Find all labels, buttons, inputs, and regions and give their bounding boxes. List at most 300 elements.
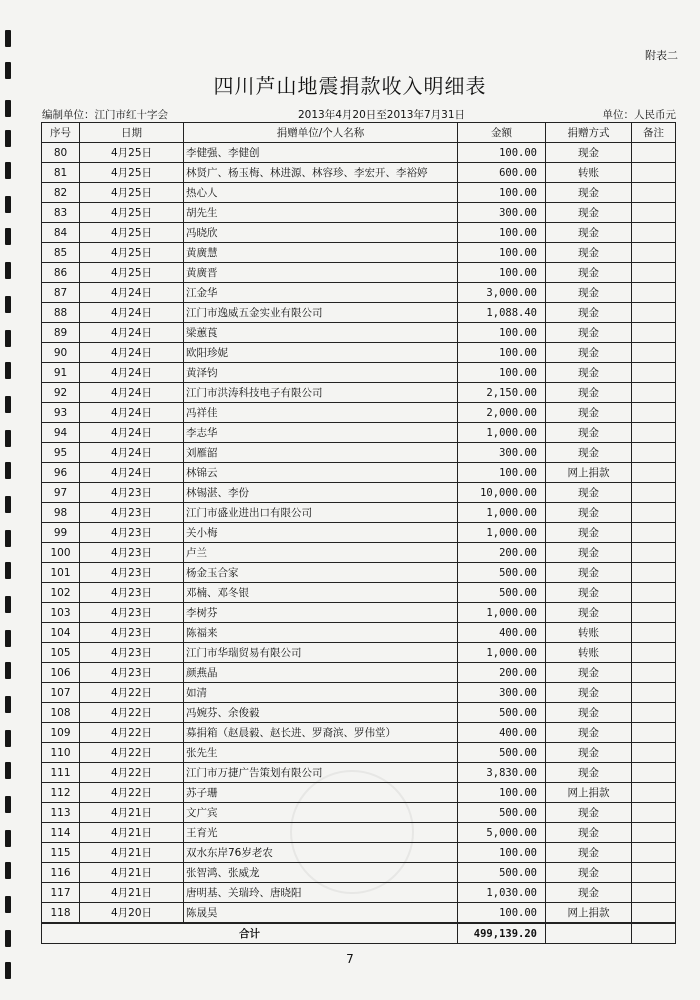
col-header-method: 捐赠方式: [546, 123, 632, 143]
row-donor: 陈福来: [184, 623, 458, 643]
row-amount: 300.00: [458, 443, 546, 463]
row-index: 89: [42, 323, 80, 343]
table-row: [42, 243, 676, 263]
row-date: 4月22日: [80, 683, 184, 703]
row-remarks: [632, 143, 676, 163]
row-donor: 黄廣晋: [184, 263, 458, 283]
row-date: 4月24日: [80, 443, 184, 463]
binding-hole: [5, 762, 11, 779]
row-amount: 3,830.00: [458, 763, 546, 783]
row-date: 4月22日: [80, 763, 184, 783]
row-date: 4月21日: [80, 883, 184, 903]
row-method: 现金: [546, 823, 632, 843]
row-method: 转账: [546, 623, 632, 643]
row-amount: 400.00: [458, 723, 546, 743]
row-amount: 100.00: [458, 783, 546, 803]
row-index: 94: [42, 423, 80, 443]
row-date: 4月25日: [80, 263, 184, 283]
binding-hole: [5, 596, 11, 613]
row-amount: 100.00: [458, 903, 546, 924]
binding-hole: [5, 362, 11, 379]
compiling-unit: 编制单位：江门市红十字会: [42, 109, 168, 121]
row-index: 101: [42, 563, 80, 583]
row-method: 现金: [546, 863, 632, 883]
row-method: 现金: [546, 723, 632, 743]
row-remarks: [632, 183, 676, 203]
row-method: 现金: [546, 563, 632, 583]
row-remarks: [632, 903, 676, 924]
binding-hole: [5, 330, 11, 347]
table-row: [42, 703, 676, 723]
row-method: 现金: [546, 703, 632, 723]
row-donor: 卢兰: [184, 543, 458, 563]
row-donor: 张先生: [184, 743, 458, 763]
row-index: 107: [42, 683, 80, 703]
row-date: 4月23日: [80, 523, 184, 543]
binding-hole: [5, 862, 11, 879]
row-method: 现金: [546, 483, 632, 503]
row-date: 4月23日: [80, 603, 184, 623]
table-row: [42, 263, 676, 283]
row-remarks: [632, 203, 676, 223]
row-method: 现金: [546, 243, 632, 263]
row-amount: 100.00: [458, 463, 546, 483]
row-index: 86: [42, 263, 80, 283]
row-index: 108: [42, 703, 80, 723]
row-index: 92: [42, 383, 80, 403]
row-amount: 200.00: [458, 543, 546, 563]
row-method: 现金: [546, 323, 632, 343]
row-index: 98: [42, 503, 80, 523]
binding-hole: [5, 830, 11, 847]
row-date: 4月24日: [80, 323, 184, 343]
row-amount: 100.00: [458, 363, 546, 383]
row-amount: 300.00: [458, 683, 546, 703]
binding-hole: [5, 496, 11, 513]
row-remarks: [632, 403, 676, 423]
row-method: 现金: [546, 403, 632, 423]
row-index: 103: [42, 603, 80, 623]
row-donor: 邓楠、邓冬银: [184, 583, 458, 603]
table-row: [42, 423, 676, 443]
row-date: 4月21日: [80, 803, 184, 823]
row-date: 4月22日: [80, 723, 184, 743]
row-date: 4月24日: [80, 363, 184, 383]
table-row: [42, 523, 676, 543]
row-index: 102: [42, 583, 80, 603]
row-amount: 100.00: [458, 243, 546, 263]
row-amount: 100.00: [458, 183, 546, 203]
table-row: [42, 723, 676, 743]
table-row: [42, 343, 676, 363]
row-date: 4月24日: [80, 343, 184, 363]
row-donor: 黄泽钧: [184, 363, 458, 383]
row-method: 现金: [546, 143, 632, 163]
row-method: 现金: [546, 503, 632, 523]
row-index: 117: [42, 883, 80, 903]
binding-hole: [5, 228, 11, 245]
table-row: [42, 143, 676, 163]
col-header-date: 日期: [80, 123, 184, 143]
binding-hole: [5, 100, 11, 117]
table-row: [42, 383, 676, 403]
row-index: 81: [42, 163, 80, 183]
binding-holes: [0, 0, 24, 1000]
total-label: 合计: [42, 923, 458, 944]
row-amount: 100.00: [458, 323, 546, 343]
row-date: 4月24日: [80, 383, 184, 403]
row-method: 现金: [546, 343, 632, 363]
row-index: 91: [42, 363, 80, 383]
row-remarks: [632, 643, 676, 663]
row-date: 4月21日: [80, 823, 184, 843]
row-index: 90: [42, 343, 80, 363]
table-row: [42, 783, 676, 803]
row-remarks: [632, 323, 676, 343]
row-date: 4月23日: [80, 563, 184, 583]
row-method: 现金: [546, 603, 632, 623]
row-donor: 冯祥佳: [184, 403, 458, 423]
row-date: 4月25日: [80, 223, 184, 243]
table-row: [42, 903, 676, 924]
row-index: 106: [42, 663, 80, 683]
row-method: 现金: [546, 363, 632, 383]
row-remarks: [632, 583, 676, 603]
row-amount: 200.00: [458, 663, 546, 683]
row-remarks: [632, 663, 676, 683]
table-row: [42, 303, 676, 323]
table-row: [42, 443, 676, 463]
row-index: 96: [42, 463, 80, 483]
row-method: 现金: [546, 683, 632, 703]
row-index: 83: [42, 203, 80, 223]
row-amount: 500.00: [458, 583, 546, 603]
row-donor: 冯晓欣: [184, 223, 458, 243]
row-remarks: [632, 883, 676, 903]
total-row: [42, 923, 676, 944]
row-index: 113: [42, 803, 80, 823]
reporting-period: 2013年4月20日至2013年7月31日: [298, 109, 466, 121]
row-method: 现金: [546, 263, 632, 283]
row-date: 4月21日: [80, 843, 184, 863]
row-remarks: [632, 303, 676, 323]
row-method: 现金: [546, 583, 632, 603]
row-donor: 募捐箱（赵晨毅、赵长进、罗裔滨、罗伟堂）: [184, 723, 458, 743]
row-remarks: [632, 263, 676, 283]
table-row: [42, 203, 676, 223]
row-index: 111: [42, 763, 80, 783]
row-amount: 1,030.00: [458, 883, 546, 903]
row-method: 现金: [546, 883, 632, 903]
row-amount: 2,000.00: [458, 403, 546, 423]
row-amount: 100.00: [458, 343, 546, 363]
appendix-label: 附表二: [645, 49, 678, 62]
binding-hole: [5, 196, 11, 213]
table-header-row: [42, 123, 676, 143]
row-remarks: [632, 483, 676, 503]
row-amount: 1,000.00: [458, 603, 546, 623]
row-donor: 梁蕙莨: [184, 323, 458, 343]
row-date: 4月23日: [80, 503, 184, 523]
row-method: 现金: [546, 843, 632, 863]
row-method: 网上捐款: [546, 903, 632, 924]
col-header-amount: 金额: [458, 123, 546, 143]
row-remarks: [632, 283, 676, 303]
binding-hole: [5, 730, 11, 747]
col-header-index: 序号: [42, 123, 80, 143]
row-index: 110: [42, 743, 80, 763]
row-remarks: [632, 163, 676, 183]
currency-unit: 单位：人民币元: [602, 109, 676, 121]
row-index: 84: [42, 223, 80, 243]
row-index: 114: [42, 823, 80, 843]
row-date: 4月24日: [80, 403, 184, 423]
row-date: 4月23日: [80, 583, 184, 603]
row-amount: 100.00: [458, 263, 546, 283]
table-row: [42, 283, 676, 303]
row-donor: 如清: [184, 683, 458, 703]
row-date: 4月25日: [80, 183, 184, 203]
row-amount: 1,000.00: [458, 523, 546, 543]
table-row: [42, 663, 676, 683]
row-date: 4月23日: [80, 663, 184, 683]
table-row: [42, 563, 676, 583]
row-remarks: [632, 443, 676, 463]
row-method: 现金: [546, 803, 632, 823]
row-method: 现金: [546, 443, 632, 463]
row-amount: 1,000.00: [458, 423, 546, 443]
row-amount: 100.00: [458, 223, 546, 243]
row-amount: 1,088.40: [458, 303, 546, 323]
row-donor: 文广宾: [184, 803, 458, 823]
row-amount: 10,000.00: [458, 483, 546, 503]
row-donor: 苏子珊: [184, 783, 458, 803]
row-date: 4月22日: [80, 703, 184, 723]
row-donor: 王育光: [184, 823, 458, 843]
row-donor: 刘雁韶: [184, 443, 458, 463]
table-row: [42, 843, 676, 863]
row-donor: 林锡湛、李份: [184, 483, 458, 503]
row-index: 118: [42, 903, 80, 924]
donation-table: [41, 122, 676, 944]
row-amount: 1,000.00: [458, 643, 546, 663]
row-remarks: [632, 843, 676, 863]
row-method: 转账: [546, 163, 632, 183]
binding-hole: [5, 396, 11, 413]
row-remarks: [632, 823, 676, 843]
row-donor: 颜燕晶: [184, 663, 458, 683]
row-date: 4月24日: [80, 283, 184, 303]
row-donor: 江门市万捷广告策划有限公司: [184, 763, 458, 783]
row-index: 85: [42, 243, 80, 263]
row-index: 109: [42, 723, 80, 743]
row-donor: 唐明基、关瑞玲、唐晓阳: [184, 883, 458, 903]
row-remarks: [632, 563, 676, 583]
row-index: 88: [42, 303, 80, 323]
binding-hole: [5, 462, 11, 479]
row-method: 网上捐款: [546, 463, 632, 483]
row-index: 104: [42, 623, 80, 643]
total-remarks-cell: [632, 923, 676, 944]
row-index: 97: [42, 483, 80, 503]
row-date: 4月25日: [80, 143, 184, 163]
row-donor: 杨金玉合家: [184, 563, 458, 583]
row-donor: 林贤广、杨玉梅、林进源、林容珍、李宏开、李裕婷: [184, 163, 458, 183]
binding-hole: [5, 130, 11, 147]
table-row: [42, 363, 676, 383]
table-row: [42, 483, 676, 503]
row-amount: 1,000.00: [458, 503, 546, 523]
row-amount: 500.00: [458, 703, 546, 723]
row-index: 99: [42, 523, 80, 543]
table-row: [42, 503, 676, 523]
row-donor: 李志华: [184, 423, 458, 443]
binding-hole: [5, 930, 11, 947]
row-index: 100: [42, 543, 80, 563]
row-method: 现金: [546, 523, 632, 543]
table-row: [42, 323, 676, 343]
row-remarks: [632, 783, 676, 803]
row-donor: 江门市逸威五金实业有限公司: [184, 303, 458, 323]
row-date: 4月20日: [80, 903, 184, 924]
binding-hole: [5, 262, 11, 279]
row-remarks: [632, 723, 676, 743]
row-date: 4月25日: [80, 243, 184, 263]
row-amount: 600.00: [458, 163, 546, 183]
row-remarks: [632, 343, 676, 363]
row-index: 80: [42, 143, 80, 163]
row-date: 4月24日: [80, 423, 184, 443]
row-date: 4月21日: [80, 863, 184, 883]
row-remarks: [632, 523, 676, 543]
row-remarks: [632, 503, 676, 523]
row-donor: 陈晟昊: [184, 903, 458, 924]
binding-hole: [5, 796, 11, 813]
row-method: 现金: [546, 203, 632, 223]
col-header-donor: 捐赠单位/个人名称: [184, 123, 458, 143]
row-method: 现金: [546, 743, 632, 763]
row-donor: 热心人: [184, 183, 458, 203]
row-donor: 江门市洪涛科技电子有限公司: [184, 383, 458, 403]
binding-hole: [5, 562, 11, 579]
row-index: 82: [42, 183, 80, 203]
table-row: [42, 543, 676, 563]
row-amount: 100.00: [458, 843, 546, 863]
row-amount: 5,000.00: [458, 823, 546, 843]
row-date: 4月22日: [80, 783, 184, 803]
row-date: 4月23日: [80, 483, 184, 503]
table-row: [42, 623, 676, 643]
row-remarks: [632, 423, 676, 443]
row-amount: 500.00: [458, 803, 546, 823]
binding-hole: [5, 662, 11, 679]
row-index: 93: [42, 403, 80, 423]
row-index: 112: [42, 783, 80, 803]
binding-hole: [5, 162, 11, 179]
row-donor: 冯婉芬、余俊毅: [184, 703, 458, 723]
row-remarks: [632, 223, 676, 243]
row-index: 95: [42, 443, 80, 463]
table-row: [42, 863, 676, 883]
row-amount: 500.00: [458, 743, 546, 763]
row-amount: 2,150.00: [458, 383, 546, 403]
binding-hole: [5, 630, 11, 647]
row-index: 115: [42, 843, 80, 863]
row-remarks: [632, 763, 676, 783]
table-row: [42, 403, 676, 423]
row-index: 105: [42, 643, 80, 663]
total-method-cell: [546, 923, 632, 944]
row-remarks: [632, 383, 676, 403]
table-row: [42, 223, 676, 243]
binding-hole: [5, 696, 11, 713]
row-method: 转账: [546, 643, 632, 663]
row-remarks: [632, 363, 676, 383]
row-index: 116: [42, 863, 80, 883]
row-remarks: [632, 623, 676, 643]
row-date: 4月23日: [80, 543, 184, 563]
row-donor: 关小梅: [184, 523, 458, 543]
table-row: [42, 183, 676, 203]
page-title: 四川芦山地震捐款收入明细表: [213, 74, 487, 98]
table-row: [42, 643, 676, 663]
binding-hole: [5, 30, 11, 47]
total-amount: 499,139.20: [458, 923, 546, 944]
row-donor: 江门市华瑞贸易有限公司: [184, 643, 458, 663]
row-donor: 李健强、李健创: [184, 143, 458, 163]
table-row: [42, 803, 676, 823]
row-amount: 300.00: [458, 203, 546, 223]
table-row: [42, 743, 676, 763]
table-row: [42, 683, 676, 703]
table-row: [42, 583, 676, 603]
binding-hole: [5, 530, 11, 547]
row-remarks: [632, 683, 676, 703]
row-method: 现金: [546, 383, 632, 403]
binding-hole: [5, 296, 11, 313]
row-date: 4月23日: [80, 643, 184, 663]
row-method: 现金: [546, 763, 632, 783]
row-amount: 400.00: [458, 623, 546, 643]
row-method: 现金: [546, 283, 632, 303]
row-donor: 李树芬: [184, 603, 458, 623]
row-donor: 黄廣慧: [184, 243, 458, 263]
binding-hole: [5, 896, 11, 913]
row-donor: 林锦云: [184, 463, 458, 483]
table-row: [42, 883, 676, 903]
row-index: 87: [42, 283, 80, 303]
row-donor: 欧阳珍妮: [184, 343, 458, 363]
table-row: [42, 163, 676, 183]
page-number: 7: [346, 952, 354, 966]
row-amount: 500.00: [458, 863, 546, 883]
row-method: 现金: [546, 423, 632, 443]
row-method: 现金: [546, 183, 632, 203]
row-donor: 江门市盛业进出口有限公司: [184, 503, 458, 523]
row-remarks: [632, 803, 676, 823]
row-remarks: [632, 703, 676, 723]
row-donor: 双水东岸76岁老农: [184, 843, 458, 863]
row-method: 现金: [546, 663, 632, 683]
row-date: 4月25日: [80, 163, 184, 183]
row-remarks: [632, 743, 676, 763]
row-donor: 张智鸿、张威龙: [184, 863, 458, 883]
row-method: 现金: [546, 303, 632, 323]
row-remarks: [632, 243, 676, 263]
row-date: 4月24日: [80, 303, 184, 323]
binding-hole: [5, 430, 11, 447]
row-method: 现金: [546, 543, 632, 563]
